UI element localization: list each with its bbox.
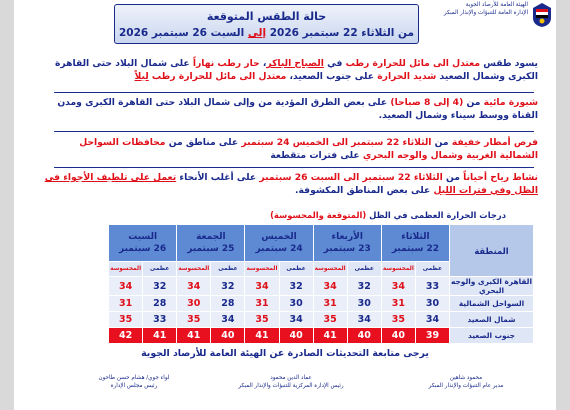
felt-temp-cell: 41 bbox=[177, 328, 211, 344]
p1-highlight: الصباح الباكر bbox=[266, 58, 324, 69]
max-temp-cell: 32 bbox=[279, 277, 313, 296]
max-temp-cell: 40 bbox=[347, 328, 381, 344]
felt-temp-cell: 42 bbox=[109, 328, 143, 344]
org-line-1: الهيئة العامة للأرصاد الجوية bbox=[465, 2, 528, 8]
p2-text: من bbox=[463, 97, 484, 108]
p3-highlight: فرص أمطار خفيفة bbox=[451, 137, 538, 148]
p1-text: في bbox=[323, 58, 346, 69]
felt-temp-cell: 41 bbox=[245, 328, 279, 344]
temperature-table bbox=[108, 224, 534, 344]
p4-text: على أغلب الأنحاء bbox=[176, 172, 260, 183]
felt-temp-label: المحسوسة bbox=[313, 261, 347, 276]
wind-paragraph bbox=[40, 172, 538, 197]
table-row bbox=[109, 328, 534, 344]
region-name: شمال الصعيد bbox=[450, 312, 534, 328]
felt-temp-cell: 34 bbox=[381, 277, 415, 296]
p1-text: على جنوب الصعيد، bbox=[286, 70, 378, 82]
signature-chairman bbox=[74, 374, 194, 390]
day-name: الجمعة bbox=[196, 231, 226, 242]
day-header bbox=[109, 225, 177, 262]
max-temp-cell: 32 bbox=[143, 277, 177, 296]
felt-temp-cell: 34 bbox=[245, 277, 279, 296]
date-range-end: السبت 26 سبتمبر 2026 bbox=[119, 27, 248, 39]
max-temp-label: عظمى bbox=[279, 261, 313, 276]
max-temp-cell: 32 bbox=[211, 277, 245, 296]
felt-temp-label: المحسوسة bbox=[177, 261, 211, 276]
p2-highlight: شبورة مائية bbox=[483, 97, 538, 108]
page-title: حالة الطقس المتوقعة bbox=[206, 10, 327, 23]
max-temp-cell: 28 bbox=[211, 296, 245, 312]
date-range-to: إلى bbox=[247, 27, 267, 39]
day-date: 22 سبتمبر bbox=[391, 243, 439, 254]
region-name: جنوب الصعيد bbox=[450, 328, 534, 344]
weather-bulletin bbox=[14, 0, 556, 410]
max-temp-cell: 30 bbox=[347, 296, 381, 312]
felt-temp-cell: 35 bbox=[109, 312, 143, 328]
p3-highlight: محافظات السواحل الشمالية الغربية وشمال والوجه البحري bbox=[79, 137, 538, 161]
signatory-name: لواء جوي/ هشام حسن طاحون bbox=[98, 375, 170, 381]
table-caption bbox=[270, 210, 506, 220]
p1-highlight: حار رطب نهاراً bbox=[192, 58, 260, 69]
day-name: السبت bbox=[128, 231, 158, 242]
p2-text: على بعض الطرق المؤدية من وإلى شمال البلاد حتى القاهرة الكبرى ومدن القناة ووسط سيناء وشمال الصعيد. bbox=[57, 97, 538, 121]
max-temp-cell: 28 bbox=[143, 296, 177, 312]
signatory-title: رئيس الإدارة المركزية للتنبؤات والإنذار المبكر bbox=[238, 383, 344, 389]
p1-highlight: شديد الحرارة bbox=[377, 70, 437, 82]
signatory-title: مدير عام التنبؤات والإنذار المبكر bbox=[428, 383, 504, 389]
rain-paragraph bbox=[40, 137, 538, 162]
max-temp-cell: 30 bbox=[415, 296, 449, 312]
day-header bbox=[245, 225, 313, 262]
felt-temp-cell: 31 bbox=[245, 296, 279, 312]
p2-highlight: (4 إلى 8 صباحا) bbox=[390, 97, 464, 108]
felt-temp-cell: 35 bbox=[313, 312, 347, 328]
region-name: القاهرة الكبرى والوجه البحري bbox=[451, 277, 532, 295]
max-temp-cell: 34 bbox=[415, 312, 449, 328]
felt-temp-cell: 31 bbox=[381, 296, 415, 312]
felt-temp-label: المحسوسة bbox=[245, 261, 279, 276]
max-temp-label: عظمى bbox=[211, 261, 245, 276]
max-temp-cell: 40 bbox=[211, 328, 245, 344]
day-header bbox=[381, 225, 449, 262]
max-temp-label: عظمى bbox=[143, 261, 177, 276]
p4-highlight: تعمل على تلطيف الأجواء في الظل وفي فترات الليل bbox=[44, 172, 538, 196]
max-temp-cell: 40 bbox=[279, 328, 313, 344]
felt-temp-cell: 34 bbox=[109, 277, 143, 296]
max-temp-cell: 30 bbox=[279, 296, 313, 312]
day-name: الخميس bbox=[261, 231, 297, 242]
general-weather-paragraph bbox=[40, 58, 538, 83]
signature-director bbox=[406, 374, 526, 390]
region-header: المنطقة bbox=[450, 225, 534, 277]
p1-highlight: معتدل الى مائل للحرارة رطب bbox=[148, 70, 287, 82]
max-temp-cell: 34 bbox=[279, 312, 313, 328]
max-temp-label: عظمى bbox=[415, 261, 449, 276]
fog-paragraph bbox=[40, 97, 538, 122]
p4-highlight: نشاط رياح أحياناً bbox=[463, 172, 538, 183]
p1-highlight: معتدل الى مائل للحرارة رطب bbox=[345, 58, 481, 69]
p1-highlight: ليلاً bbox=[134, 70, 149, 82]
p4-text: من bbox=[442, 172, 464, 183]
p3-text: من bbox=[431, 137, 452, 148]
felt-temp-cell: 41 bbox=[313, 328, 347, 344]
p3-text: على فترات متقطعة bbox=[270, 149, 363, 161]
p4-highlight: الثلاثاء 22 سبتمبر الى السبت 26 سبتمبر bbox=[259, 172, 443, 183]
day-date: 26 سبتمبر bbox=[119, 243, 167, 254]
day-name: الأربعاء bbox=[331, 231, 363, 242]
max-temp-cell: 32 bbox=[347, 277, 381, 296]
date-range bbox=[115, 27, 418, 39]
day-date: 24 سبتمبر bbox=[255, 243, 303, 254]
p1-text: على شمال البلاد حتى القاهرة الكبرى وشمال الصعيد bbox=[55, 58, 538, 82]
follow-updates-note: يرجى متابعة التحديثات الصادرة عن الهيئة العامة للأرصاد الجوية bbox=[141, 348, 429, 359]
max-temp-cell: 33 bbox=[143, 312, 177, 328]
felt-temp-cell: 35 bbox=[381, 312, 415, 328]
day-date: 23 سبتمبر bbox=[323, 243, 371, 254]
felt-temp-label: المحسوسة bbox=[381, 261, 415, 276]
region-name: السواحل الشمالية bbox=[450, 296, 534, 312]
felt-temp-cell: 34 bbox=[313, 277, 347, 296]
caption-highlight: (المتوقعة والمحسوسة) bbox=[270, 210, 367, 220]
felt-temp-label: المحسوسة bbox=[109, 261, 143, 276]
divider bbox=[54, 92, 534, 93]
max-temp-label: عظمى bbox=[347, 261, 381, 276]
felt-temp-cell: 40 bbox=[381, 328, 415, 344]
max-temp-cell: 41 bbox=[143, 328, 177, 344]
table-row bbox=[109, 277, 534, 296]
title-box bbox=[114, 4, 419, 44]
felt-temp-cell: 35 bbox=[245, 312, 279, 328]
max-temp-cell: 33 bbox=[415, 277, 449, 296]
p4-text: على بعض المناطق المكشوفة. bbox=[295, 184, 434, 196]
felt-temp-cell: 31 bbox=[109, 296, 143, 312]
max-temp-cell: 34 bbox=[347, 312, 381, 328]
signatory-title: رئيس مجلس الإدارة bbox=[110, 383, 158, 389]
table-row bbox=[109, 296, 534, 312]
p1-text: ، bbox=[259, 58, 267, 69]
divider bbox=[54, 167, 534, 168]
p1-text: يسود طقس bbox=[480, 58, 538, 69]
p3-text: على مناطق من bbox=[165, 137, 242, 148]
felt-temp-cell: 34 bbox=[177, 277, 211, 296]
felt-temp-cell: 31 bbox=[313, 296, 347, 312]
org-line-2: الإدارة العامة للتنبؤات والإنذار المبكر bbox=[443, 9, 528, 16]
day-name: الثلاثاء bbox=[401, 231, 430, 242]
signatory-name: عماد الدين محمود bbox=[270, 375, 312, 381]
p3-highlight: الثلاثاء 22 سبتمبر الى الخميس 24 سبتمبر bbox=[241, 137, 432, 148]
signature-head bbox=[216, 374, 366, 390]
day-date: 25 سبتمبر bbox=[187, 243, 235, 254]
day-header bbox=[313, 225, 381, 262]
caption-text: درجات الحرارة العظمى في الظل bbox=[366, 210, 506, 220]
date-range-start: من الثلاثاء 22 سبتمبر 2026 bbox=[266, 27, 414, 39]
max-temp-cell: 34 bbox=[211, 312, 245, 328]
divider bbox=[54, 131, 534, 132]
felt-temp-cell: 35 bbox=[177, 312, 211, 328]
meteorological-authority-logo-icon bbox=[532, 2, 552, 28]
max-temp-cell: 39 bbox=[415, 328, 449, 344]
felt-temp-cell: 30 bbox=[177, 296, 211, 312]
day-header bbox=[177, 225, 245, 262]
table-row bbox=[109, 312, 534, 328]
signatory-name: محمود شاهين bbox=[449, 375, 483, 381]
